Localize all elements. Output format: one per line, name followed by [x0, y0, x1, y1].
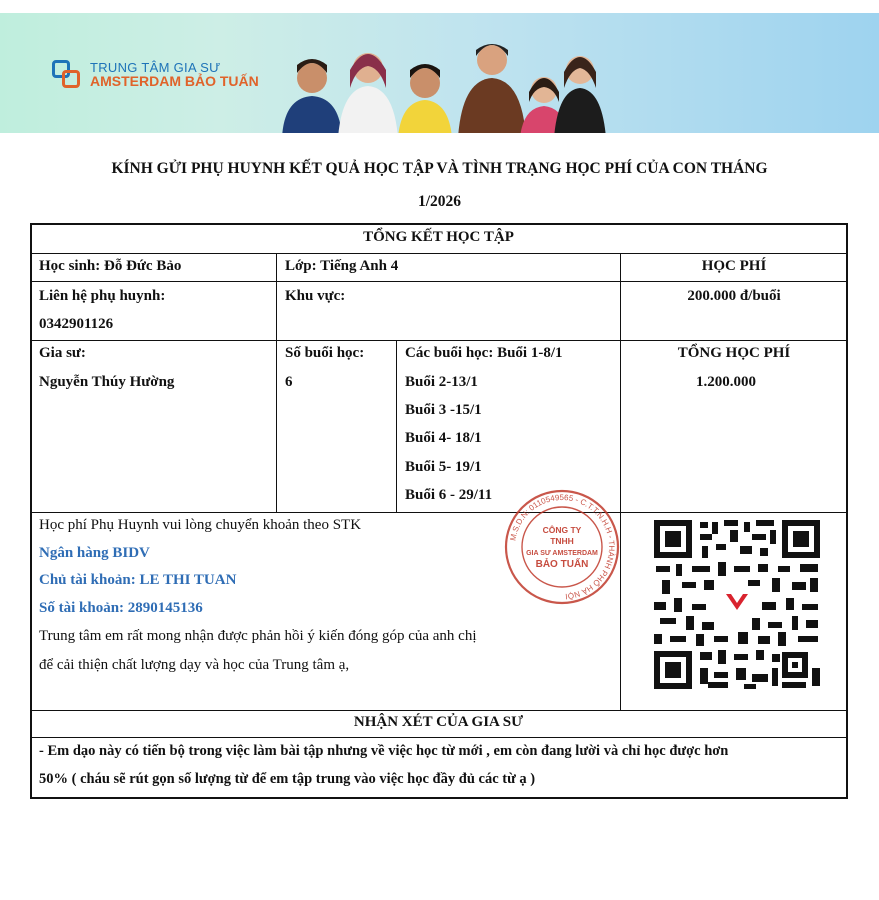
payment-instruction: Học phí Phụ Huynh vui lòng chuyển khoản theo STK: [39, 517, 362, 533]
tutor-label: Gia sư:: [39, 345, 86, 361]
tutor-review-line2: 50% ( cháu sẽ rút gọn số lượng từ để em tập trung vào việc học đầy đủ các từ ạ ): [39, 771, 536, 787]
header-banner: [0, 13, 879, 133]
sessions-count: 6: [285, 374, 293, 390]
session-line: Buổi 5- 19/1: [405, 459, 482, 475]
fee-header: HỌC PHÍ: [701, 258, 767, 274]
area-label: Khu vực:: [285, 288, 346, 304]
summary-header: TỔNG KẾT HỌC TẬP: [363, 229, 514, 245]
qr-code-icon[interactable]: [652, 518, 822, 691]
account-number: Số tài khoản: 2890145136: [39, 600, 203, 616]
session-line: Buổi 6 - 29/11: [405, 487, 493, 503]
feedback-note: Trung tâm em rất mong nhận được phản hồi ý kiến đóng góp của anh chị: [39, 628, 477, 644]
seal-line4: BẢO TUẤN: [535, 559, 589, 570]
svg-text:M.S.D.N: 0110549565 - C.T.T.N.: [508, 493, 616, 601]
bank-name: Ngân hàng BIDV: [39, 545, 150, 561]
total-fee-label: TỔNG HỌC PHÍ: [677, 345, 791, 361]
tutor-review-line1: - Em dạo này có tiến bộ trong việc làm bài tập nhưng về việc học từ mới , em còn đang lười và chỉ học được hơn: [39, 743, 729, 759]
parent-phone: 0342901126: [39, 316, 114, 332]
logo-text-line1: TRUNG TÂM GIA SƯ: [90, 59, 221, 75]
session-line: Buổi 4- 18/1: [405, 430, 482, 446]
tutor-name: Nguyễn Thúy Hường: [39, 374, 175, 390]
session-line: Các buổi học: Buổi 1-8/1: [405, 345, 563, 361]
session-line: Buổi 3 -15/1: [405, 402, 482, 418]
session-line: Buổi 2-13/1: [405, 374, 478, 390]
banner-photo: [270, 28, 610, 133]
seal-line2: TNHH: [550, 536, 574, 546]
sessions-label: Số buổi học:: [285, 345, 365, 361]
account-owner: Chủ tài khoản: LE THI TUAN: [39, 572, 237, 588]
total-fee-value: 1.200.000: [696, 374, 756, 390]
seal-line1: CÔNG TY: [542, 525, 582, 535]
logo-text-line2: AMSTERDAM BẢO TUẤN: [90, 73, 259, 90]
company-seal: [503, 488, 621, 606]
seal-line3: GIA SƯ AMSTERDAM: [526, 550, 598, 557]
tutor-review-header: NHẬN XÉT CỦA GIA SƯ: [353, 714, 524, 730]
class-name: Lớp: Tiếng Anh 4: [285, 258, 399, 274]
parent-contact-label: Liên hệ phụ huynh:: [39, 288, 166, 304]
student-name: Học sinh: Đỗ Đức Bảo: [39, 258, 182, 274]
page-title: KÍNH GỬI PHỤ HUYNH KẾT QUẢ HỌC TẬP VÀ TÌNH TRẠNG HỌC PHÍ CỦA CON THÁNG: [111, 160, 768, 177]
fee-rate: 200.000 đ/buổi: [687, 288, 781, 304]
brand-logo: [52, 60, 259, 90]
logo-icon: [52, 60, 82, 90]
page-title-month: 1/2026: [417, 193, 462, 210]
seal-ring-text: M.S.D.N: 0110549565 - C.T.T.N.H.H - THÀNH PHỐ HÀ NỘI: [508, 492, 617, 601]
feedback-note-2: để cải thiện chất lượng dạy và học của Trung tâm ạ,: [39, 657, 350, 673]
